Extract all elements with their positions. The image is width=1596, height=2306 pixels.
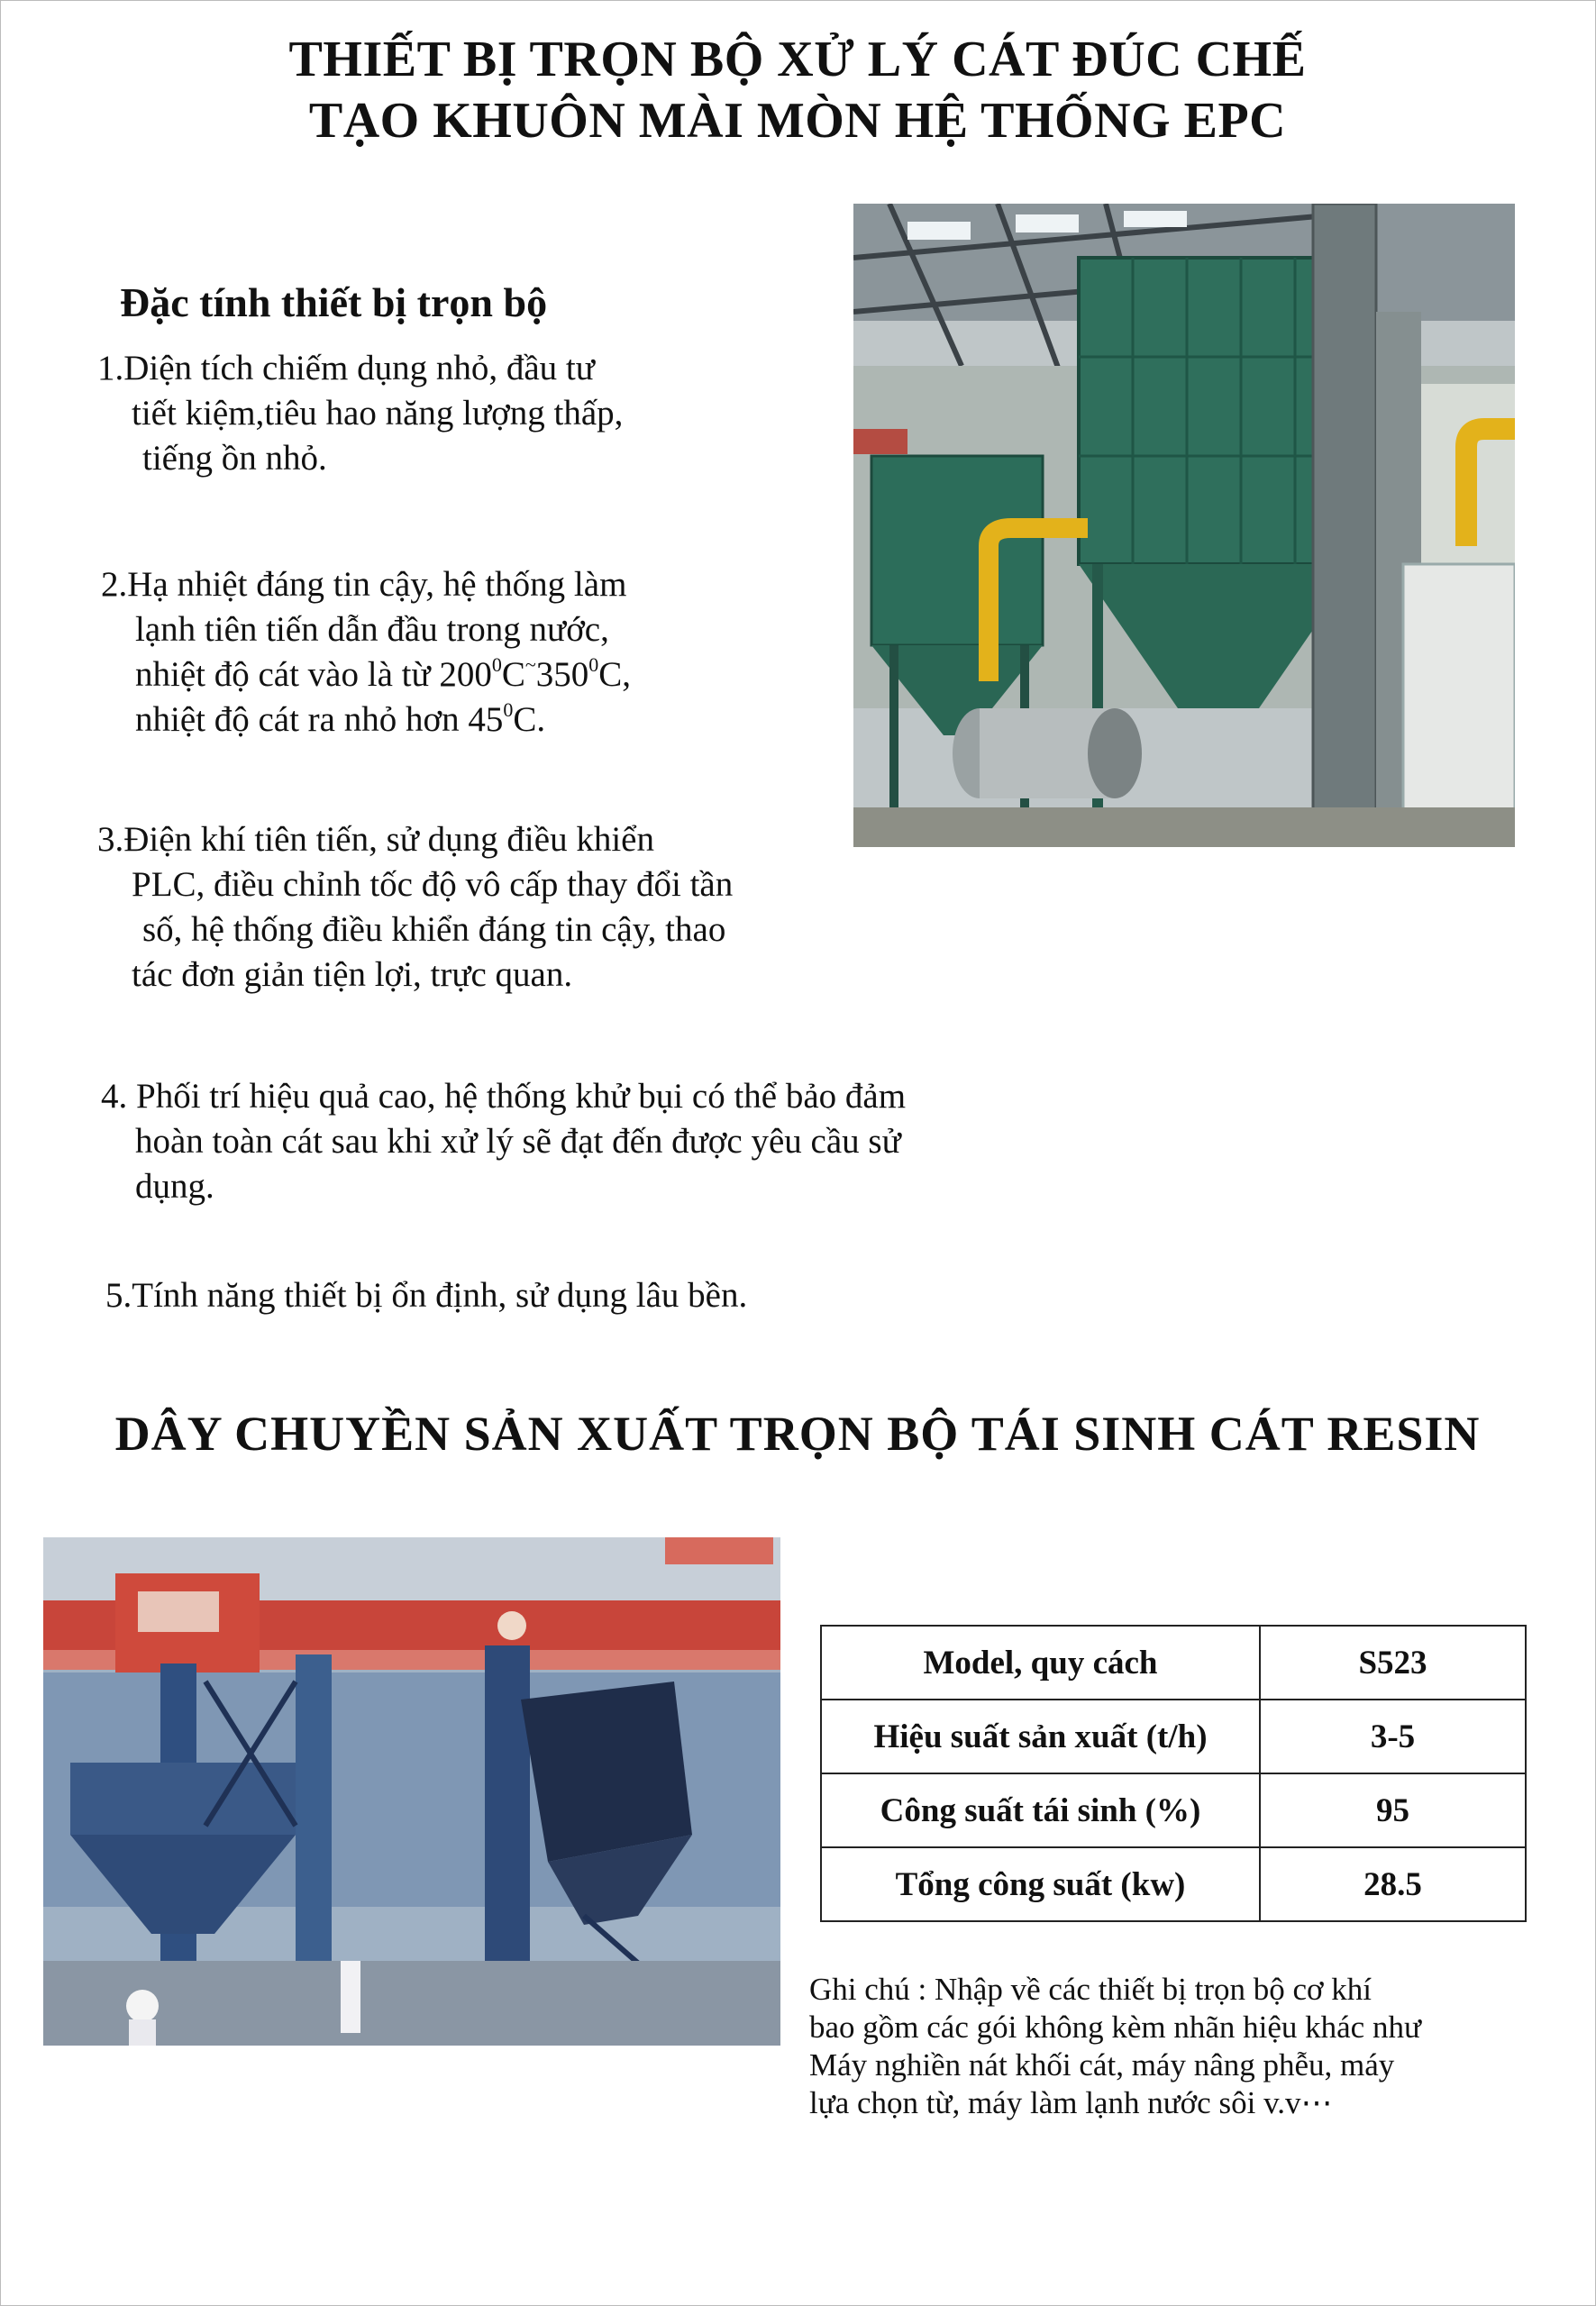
note-line-3: Máy nghiền nát khối cát, máy nâng phễu, máy — [809, 2047, 1395, 2083]
feature-1-line-3: tiếng ồn nhỏ. — [142, 439, 327, 478]
feature-item-2 — [101, 562, 631, 743]
note-line-4: lựa chọn từ, máy làm lạnh nước sôi v.v⋯ — [809, 2085, 1333, 2120]
feature-5-line-1: 5.Tính năng thiết bị ổn định, sử dụng lâu bền. — [105, 1276, 748, 1315]
page-title — [108, 29, 1487, 151]
degree-mark: 0 — [588, 653, 599, 676]
spec-value: S523 — [1260, 1626, 1526, 1700]
feature-3-line-3: số, hệ thống điều khiển đáng tin cậy, thao — [142, 910, 726, 949]
celsius-unit: C — [501, 655, 525, 694]
feature-3-line-2: PLC, điều chỉnh tốc độ vô cấp thay đổi tần — [132, 865, 734, 904]
feature-2-line-4 — [101, 697, 631, 743]
title-line-2: TẠO KHUÔN MÀI MÒN HỆ THỐNG EPC — [308, 93, 1287, 149]
section-title-resin-line: DÂY CHUYỀN SẢN XUẤT TRỌN BỘ TÁI SINH CÁT RESIN — [114, 1407, 1481, 1461]
spec-label: Tổng công suất (kw) — [821, 1847, 1260, 1921]
spec-label: Model, quy cách — [821, 1626, 1260, 1700]
feature-3-line-4: tác đơn giản tiện lợi, trực quan. — [132, 955, 573, 994]
temp-in-high: 350 — [535, 655, 589, 694]
feature-2-line-3 — [101, 652, 631, 697]
feature-item-3 — [97, 817, 733, 998]
spec-table — [820, 1625, 1527, 1922]
note-line-2: bao gồm các gói không kèm nhãn hiệu khác như — [809, 2010, 1421, 2045]
note-line-1: Ghi chú : Nhập về các thiết bị trọn bộ cơ khí — [809, 1972, 1373, 2007]
spec-label: Hiệu suất sản xuất (t/h) — [821, 1700, 1260, 1773]
feature-1-line-2: tiết kiệm,tiêu hao năng lượng thấp, — [132, 394, 624, 433]
table-row — [821, 1773, 1526, 1847]
note-block — [809, 1971, 1530, 2122]
equipment-photo-epc — [853, 204, 1515, 847]
degree-mark: 0 — [491, 653, 502, 676]
spec-value: 28.5 — [1260, 1847, 1526, 1921]
spec-value: 95 — [1260, 1773, 1526, 1847]
table-row — [821, 1626, 1526, 1700]
table-row — [821, 1700, 1526, 1773]
spec-label: Công suất tái sinh (%) — [821, 1773, 1260, 1847]
feature-4-line-1: 4. Phối trí hiệu quả cao, hệ thống khử bụi có thể bảo đảm — [101, 1077, 907, 1116]
temp-out: nhiệt độ cát ra nhỏ hơn 45 — [135, 700, 504, 739]
degree-mark: 0 — [503, 698, 514, 721]
feature-2-line-2: lạnh tiên tiến dẫn đầu trong nước, — [135, 610, 609, 649]
celsius-unit: C. — [513, 700, 546, 739]
feature-3-line-1: 3.Điện khí tiên tiến, sử dụng điều khiển — [97, 820, 654, 859]
feature-4-line-2: hoàn toàn cát sau khi xử lý sẽ đạt đến được yêu cầu sử — [135, 1122, 901, 1161]
title-line-1: THIẾT BỊ TRỌN BỘ XỬ LÝ CÁT ĐÚC CHẾ — [288, 32, 1307, 87]
celsius-unit: C, — [598, 655, 632, 694]
equipment-photo-resin-line — [43, 1537, 780, 2046]
table-row — [821, 1847, 1526, 1921]
feature-item-5 — [105, 1273, 747, 1318]
feature-2-line-1: 2.Hạ nhiệt đáng tin cậy, hệ thống làm — [101, 565, 627, 604]
feature-item-1 — [97, 346, 623, 481]
feature-1-line-1: 1.Diện tích chiếm dụng nhỏ, đầu tư — [97, 349, 595, 387]
feature-item-4 — [101, 1074, 906, 1209]
features-heading: Đặc tính thiết bị trọn bộ — [120, 279, 548, 325]
spec-value: 3-5 — [1260, 1700, 1526, 1773]
tilde-mark: ~ — [524, 653, 536, 676]
temp-in-low: nhiệt độ cát vào là từ 200 — [135, 655, 492, 694]
feature-4-line-3: dụng. — [135, 1167, 214, 1206]
